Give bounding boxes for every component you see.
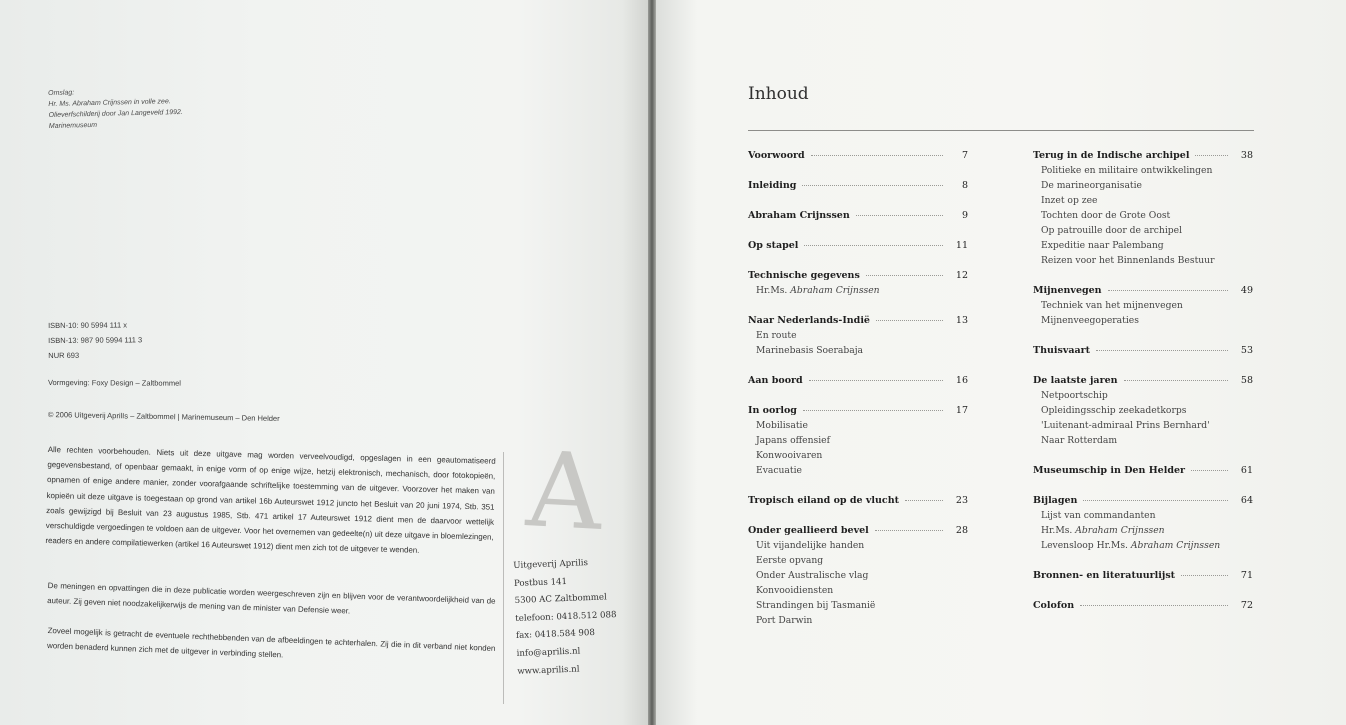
toc-subentry	[1033, 420, 1253, 435]
caption-line: Omslag:	[48, 89, 75, 97]
toc-subentry-text: Onder Australische vlag	[756, 570, 869, 581]
toc-entry-title: Aan boord	[748, 375, 803, 386]
toc-entry	[748, 525, 968, 540]
toc-entry-title: Voorwoord	[748, 150, 805, 161]
toc-entry-title: Inleiding	[748, 180, 797, 191]
toc-subentry	[748, 540, 968, 555]
toc-leader-dots	[811, 155, 943, 156]
isbn-13: ISBN-13: 987 90 5994 111 3	[48, 335, 143, 345]
toc-entry-page: 16	[955, 375, 968, 386]
publisher-website: www.aprilis.nl	[517, 664, 580, 677]
left-page	[0, 0, 648, 725]
publisher-postcode: 5300 AC Zaltbommel	[514, 592, 608, 607]
toc-subentry-text: En route	[756, 330, 797, 341]
toc-subentry	[1033, 525, 1253, 540]
toc-subentry-ship-name: Abraham Crijnssen	[790, 285, 880, 296]
toc-entry-title: In oorlog	[748, 405, 797, 416]
toc-subentry-text: Strandingen bij Tasmanië	[756, 600, 876, 611]
toc-subentry	[1033, 180, 1253, 195]
toc-subentry-text: Techniek van het mijnenvegen	[1041, 300, 1183, 311]
toc-entry-title: Bijlagen	[1033, 495, 1078, 506]
toc-entry-page: 8	[961, 180, 968, 191]
toc-entry-title: Technische gegevens	[748, 270, 860, 281]
toc-subentry-text: Evacuatie	[756, 465, 802, 476]
toc-subentry-text: Expeditie naar Palembang	[1041, 240, 1164, 251]
toc-entry-title: Abraham Crijnssen	[748, 210, 850, 221]
toc-subentry	[748, 555, 968, 570]
toc-subentry	[1033, 510, 1253, 525]
toc-subentry-text: Mobilisatie	[756, 420, 808, 431]
toc-subentry-text: Tochten door de Grote Oost	[1041, 210, 1171, 221]
caption-line: Hr. Ms. Abraham Crijnssen in volle zee.	[48, 98, 171, 108]
toc-subentry	[1033, 165, 1253, 180]
isbn-block	[48, 317, 142, 363]
disclaimer-notice: De meningen en opvattingen die in deze publicatie worden weergeschreven zijn en blijven voor de verantwoordelijkheid van de auteur. Zij geven niet noodzakelijkerwijs de mening van de minister van Defensie weer.	[47, 580, 496, 616]
toc-entry-page: 38	[1240, 150, 1253, 161]
toc-leader-dots	[1080, 605, 1228, 606]
publisher-postbus: Postbus 141	[513, 576, 568, 589]
toc-entry	[748, 270, 968, 285]
toc-subentry	[748, 615, 968, 630]
toc-entry-title: De laatste jaren	[1033, 375, 1118, 386]
toc-leader-dots	[1195, 155, 1228, 156]
toc-subentry	[1033, 255, 1253, 270]
toc-entry-page: 13	[955, 315, 968, 326]
toc-entry-title: Op stapel	[748, 240, 799, 251]
toc-leader-dots	[1108, 290, 1228, 291]
toc-entry-page: 23	[955, 495, 968, 506]
publisher-address	[513, 554, 619, 681]
toc-leader-dots	[1124, 380, 1228, 381]
toc-entry-page: 53	[1240, 345, 1253, 356]
rights-notice: Alle rechten voorbehouden. Niets uit deze uitgave mag worden verveelvoudigd, opgeslagen in een geautomatiseerd gegevensbestand, of openbaar gemaakt, in enige vorm of op enige wijze, hetzij elektronisch, mechanisch, door fotokopieën, opnamen of enige andere manier, zonder voorafgaande schriftelijke toestemming van de uitgever. Voorzover het maken van kopieën uit deze uitgave is toegestaan op grond van artikel 16b Auteurswet 1912 juncto het Besluit van 20 juni 1974, Stb. 351 zoals gewijzigd bij Besluit van 23 augustus 1985, Stb. 471 artikel 17 Auteurswet 1912 dient men de daarvoor wettelijk verschuldigde vergoedingen te voldoen aan de uitgever. Voor het overnemen van gedeelte(n) uit deze uitgave in bloemlezingen, readers en andere compilatiewerken (artikel 16 Auteurswet 1912) dient men zich tot de uitgever te wenden.	[45, 444, 496, 555]
toc-subentry	[748, 345, 968, 360]
toc-subentry-text: Politieke en militaire ontwikkelingen	[1041, 165, 1213, 176]
toc-subentry	[1033, 435, 1253, 450]
toc-subentry-text: Japans offensief	[756, 435, 830, 446]
toc-subentry	[1033, 540, 1253, 555]
toc-subentry-text: Lijst van commandanten	[1041, 510, 1156, 521]
design-credit: Vormgeving: Foxy Design – Zaltbommel	[47, 378, 181, 388]
toc-subentry	[748, 570, 968, 585]
toc-subentry	[1033, 315, 1253, 330]
toc-subentry-text: Levensloop Hr.Ms.	[1041, 540, 1131, 551]
toc-leader-dots	[856, 215, 943, 216]
toc-entry	[748, 150, 968, 165]
toc-entry	[1033, 285, 1253, 300]
toc-subentry-text: Uit vijandelijke handen	[756, 540, 865, 551]
toc-entry	[1033, 600, 1253, 615]
toc-entry-title: Thuisvaart	[1033, 345, 1091, 356]
toc-entry-page: 17	[955, 405, 968, 416]
toc-subentry-text: Opleidingsschip zeekadetkorps	[1041, 405, 1187, 416]
toc-title: Inhoud	[748, 84, 809, 104]
toc-leader-dots	[905, 500, 943, 501]
toc-entry	[1033, 345, 1253, 360]
toc-leader-dots	[802, 185, 943, 186]
toc-subentry-text: De marineorganisatie	[1041, 180, 1142, 191]
toc-entry	[748, 315, 968, 330]
toc-leader-dots	[1191, 470, 1228, 471]
divider-line	[503, 452, 504, 704]
toc-entry	[748, 495, 968, 510]
toc-entry	[1033, 570, 1253, 585]
toc-entry	[1033, 375, 1253, 390]
toc-leader-dots	[1083, 500, 1228, 501]
toc-entry-title: Naar Nederlands-Indië	[748, 315, 870, 326]
toc-entry-page: 61	[1240, 465, 1253, 476]
toc-entry	[1033, 465, 1253, 480]
toc-entry	[748, 180, 968, 195]
toc-entry-title: Tropisch eiland op de vlucht	[748, 495, 899, 506]
toc-subentry-ship-name: Abraham Crijnssen	[1075, 525, 1165, 536]
toc-subentry	[1033, 210, 1253, 225]
toc-subentry-text: Hr.Ms.	[1041, 525, 1076, 536]
caption-line: Olieverfschilderij door Jan Langeveld 1992.	[48, 108, 183, 119]
copyright-line: © 2006 Uitgeverij AprilIs – Zaltbommel | Marinemuseum – Den Helder	[47, 410, 280, 424]
toc-subentry-text: Mijnenveegoperaties	[1041, 315, 1139, 326]
toc-entry-page: 71	[1240, 570, 1253, 581]
publisher-phone: telefoon: 0418.512 088	[515, 609, 617, 624]
publisher-logo: A	[523, 428, 606, 554]
toc-column-right	[1033, 150, 1253, 615]
toc-entry-title: Museumschip in Den Helder	[1033, 465, 1186, 476]
cover-caption	[48, 85, 183, 132]
publisher-name: Uitgeverij Aprilis	[513, 558, 589, 571]
toc-entry-page: 64	[1240, 495, 1253, 506]
publisher-email: info@aprilis.nl	[516, 646, 581, 659]
image-rights-notice: Zoveel mogelijk is getracht de eventuele rechthebbenden van de afbeeldingen te achterhalen. Zij die in dit verband niet konden worden benaderd kunnen zich met de uitgever in verbinding stellen.	[46, 625, 496, 660]
toc-subentry	[1033, 195, 1253, 210]
toc-column-left	[748, 150, 968, 630]
book-gutter	[648, 0, 656, 725]
isbn-10: ISBN-10: 90 5994 111 x	[48, 320, 128, 330]
toc-subentry-text: Inzet op zee	[1041, 195, 1098, 206]
toc-entry	[1033, 495, 1253, 510]
toc-leader-dots	[803, 410, 943, 411]
toc-entry-title: Mijnenvegen	[1033, 285, 1102, 296]
toc-subentry	[748, 330, 968, 345]
toc-entry	[748, 240, 968, 255]
toc-subentry	[748, 450, 968, 465]
toc-subentry	[748, 465, 968, 480]
toc-subentry-text: Port Darwin	[756, 615, 813, 626]
toc-entry-title: Onder geallieerd bevel	[748, 525, 869, 536]
toc-subentry-text: Hr.Ms.	[756, 285, 791, 296]
toc-entry-title: Colofon	[1033, 600, 1075, 611]
toc-entry-page: 11	[955, 240, 968, 251]
toc-subentry	[748, 435, 968, 450]
toc-entry-page: 28	[955, 525, 968, 536]
toc-subentry	[748, 420, 968, 435]
toc-subentry	[1033, 225, 1253, 240]
toc-subentry	[748, 285, 968, 300]
toc-entry-title: Bronnen- en literatuurlijst	[1033, 570, 1176, 581]
toc-entry-page: 72	[1240, 600, 1253, 611]
toc-subentry-ship-name: Abraham Crijnssen	[1130, 540, 1221, 551]
toc-leader-dots	[804, 245, 943, 246]
toc-subentry-text: Op patrouille door de archipel	[1041, 225, 1183, 236]
toc-entry	[748, 405, 968, 420]
toc-subentry-text: Eerste opvang	[756, 555, 824, 566]
caption-line: Marinemuseum	[48, 121, 98, 130]
toc-entry	[748, 375, 968, 390]
toc-leader-dots	[1096, 350, 1228, 351]
nur-code: NUR 693	[48, 350, 80, 360]
toc-entry-page: 49	[1240, 285, 1253, 296]
toc-leader-dots	[875, 530, 943, 531]
publisher-fax: fax: 0418.584 908	[515, 628, 596, 642]
toc-entry-page: 58	[1240, 375, 1253, 386]
toc-subentry-text: Reizen voor het Binnenlands Bestuur	[1041, 255, 1215, 266]
toc-entry	[1033, 150, 1253, 165]
toc-entry-page: 9	[961, 210, 968, 221]
toc-leader-dots	[866, 275, 943, 276]
toc-entry-title: Terug in de Indische archipel	[1033, 150, 1190, 161]
toc-entry	[748, 210, 968, 225]
toc-subentry	[748, 600, 968, 615]
toc-subentry-text: Netpoortschip	[1041, 390, 1108, 401]
toc-subentry-text: Marinebasis Soerabaja	[756, 345, 864, 356]
toc-subentry	[1033, 405, 1253, 420]
toc-subentry-text: Naar Rotterdam	[1041, 435, 1118, 446]
toc-subentry	[1033, 390, 1253, 405]
toc-leader-dots	[1181, 575, 1228, 576]
toc-leader-dots	[876, 320, 943, 321]
toc-subentry	[1033, 300, 1253, 315]
toc-subentry-text: 'Luitenant-admiraal Prins Bernhard'	[1041, 420, 1210, 431]
toc-subentry	[1033, 240, 1253, 255]
toc-subentry-text: Konvooidiensten	[756, 585, 834, 596]
toc-rule	[748, 130, 1254, 131]
toc-entry-page: 7	[961, 150, 968, 161]
toc-leader-dots	[809, 380, 943, 381]
toc-subentry	[748, 585, 968, 600]
toc-subentry-text: Konwooivaren	[756, 450, 823, 461]
toc-entry-page: 12	[955, 270, 968, 281]
